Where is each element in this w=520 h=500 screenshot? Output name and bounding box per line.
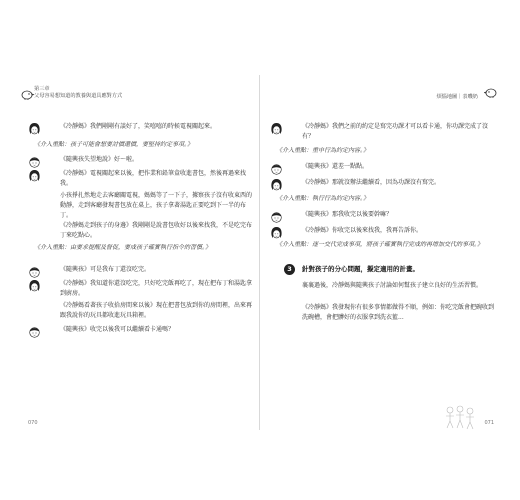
narration-line: 小孩掙扎然地走去客廳關電視，媽媽等了一下子，據察孩子沒有收東西的動靜，走到客廳發現書包放在桌上，孩子拿著湯匙正要吃到下一半的布丁。 xyxy=(60,192,253,219)
chapter-label: 第三章 xyxy=(34,86,50,92)
dialogue-line: 《冷靜媽》你收完以後來找我，我再告訴你。 xyxy=(302,227,423,234)
intervention-note: 《介入重點：孩子可能會想要討價還價，要堅持約定事項。》 xyxy=(34,141,194,148)
bird-icon xyxy=(20,88,34,100)
child-avatar-icon xyxy=(28,325,41,338)
narration-line: 《冷靜媽走到孩子的身邊》我剛剛是說書包收好以後來找我，不是吃完布丁來吃點心。 xyxy=(60,222,253,239)
dialogue-line: 《隨興孩》還差一點點。 xyxy=(302,163,369,170)
section-header: 煩惱地圖｜表嘰奶 xyxy=(436,94,478,100)
intervention-note: 《介入重點：逐一交代完成事項，將孩子確實執行完成的再增加交代的事項。》 xyxy=(276,241,484,248)
child-avatar-icon xyxy=(28,155,41,168)
right-page xyxy=(262,72,500,432)
dialogue-line: 《隨興孩失望地說》好～啦。 xyxy=(60,156,139,163)
intervention-note: 《介入重點：重申行為約定內容。》 xyxy=(276,147,370,154)
intervention-note: 《介入重點：執行行為約定內容。》 xyxy=(276,195,370,202)
section-heading: 針對孩子的分心問題，擬定適用的計畫。 xyxy=(302,265,419,273)
left-page xyxy=(20,72,258,432)
child-avatar-icon xyxy=(270,210,283,223)
page-number-left: 070 xyxy=(28,420,38,426)
chapter-title: 父母容易想知道的教養與道具應對方式 xyxy=(34,93,123,99)
dialogue-line: 《冷靜媽》那就沒辦法繼續看，因為功課沒有寫完。 xyxy=(302,179,441,186)
child-avatar-icon xyxy=(28,265,41,278)
dialogue-line: 《冷靜媽》我知道你還沒吃完，只好吃完飯再吃了，現在把布丁和湯匙拿到廚房。 xyxy=(60,280,253,297)
left-page-header xyxy=(20,72,258,108)
intervention-note: 《介入重點：由要求提醒及督促，要成孩子確實執行指令的習慣。》 xyxy=(34,244,212,251)
mom-avatar-icon xyxy=(270,122,283,135)
mom-avatar-icon xyxy=(270,226,283,239)
bird-icon xyxy=(484,86,498,98)
book-gutter xyxy=(259,75,260,430)
narration-line: 襄襄過後，冷靜媽與隨興孩子討論如何幫孩子建立良好的生活習慣。 xyxy=(302,282,483,289)
children-illustration xyxy=(442,404,478,430)
mom-avatar-icon xyxy=(28,279,41,292)
mom-avatar-icon xyxy=(270,178,283,191)
page-number-right: 071 xyxy=(484,420,494,426)
mom-avatar-icon xyxy=(28,122,41,135)
narration-line: 《冷靜媽看著孩子收拾房間來以後》現在把書包放到你的房間裡，出來再跟我說你的玩具都收進玩具箱裡。 xyxy=(60,302,253,319)
right-page-header xyxy=(262,72,500,108)
child-avatar-icon xyxy=(270,162,283,175)
dialogue-line: 《隨興孩》收完以後我可以繼續看卡通嗎？ xyxy=(60,326,175,333)
dialogue-line: 《冷靜媽》電視關起來以後，把作業和鉛筆盒收進書包，然後再過來找我。 xyxy=(60,170,247,187)
mom-avatar-icon xyxy=(28,169,41,182)
dialogue-line: 《冷靜媽》我們之前的約定是寫完功課才可以看卡通，你功課完成了沒有？ xyxy=(302,123,489,140)
dialogue-line: 《隨興孩》那我收完以後要幹嘛？ xyxy=(302,211,393,218)
dialogue-line: 《隨興孩》可是我布丁還沒吃完。 xyxy=(60,266,151,273)
dialogue-line: 《冷靜媽》我們剛剛有談好了，笑嘻嘻的時候電視關起來。 xyxy=(60,123,217,130)
narration-line: 《冷靜媽》我發現你有很多事情都做得不順，例如：你吃完飯會把碗收到洗碗槽，會把髒好的衣服拿到洗衣籃... xyxy=(302,304,495,321)
section-number-badge: 3 xyxy=(284,264,295,275)
chapter-header xyxy=(34,86,122,100)
